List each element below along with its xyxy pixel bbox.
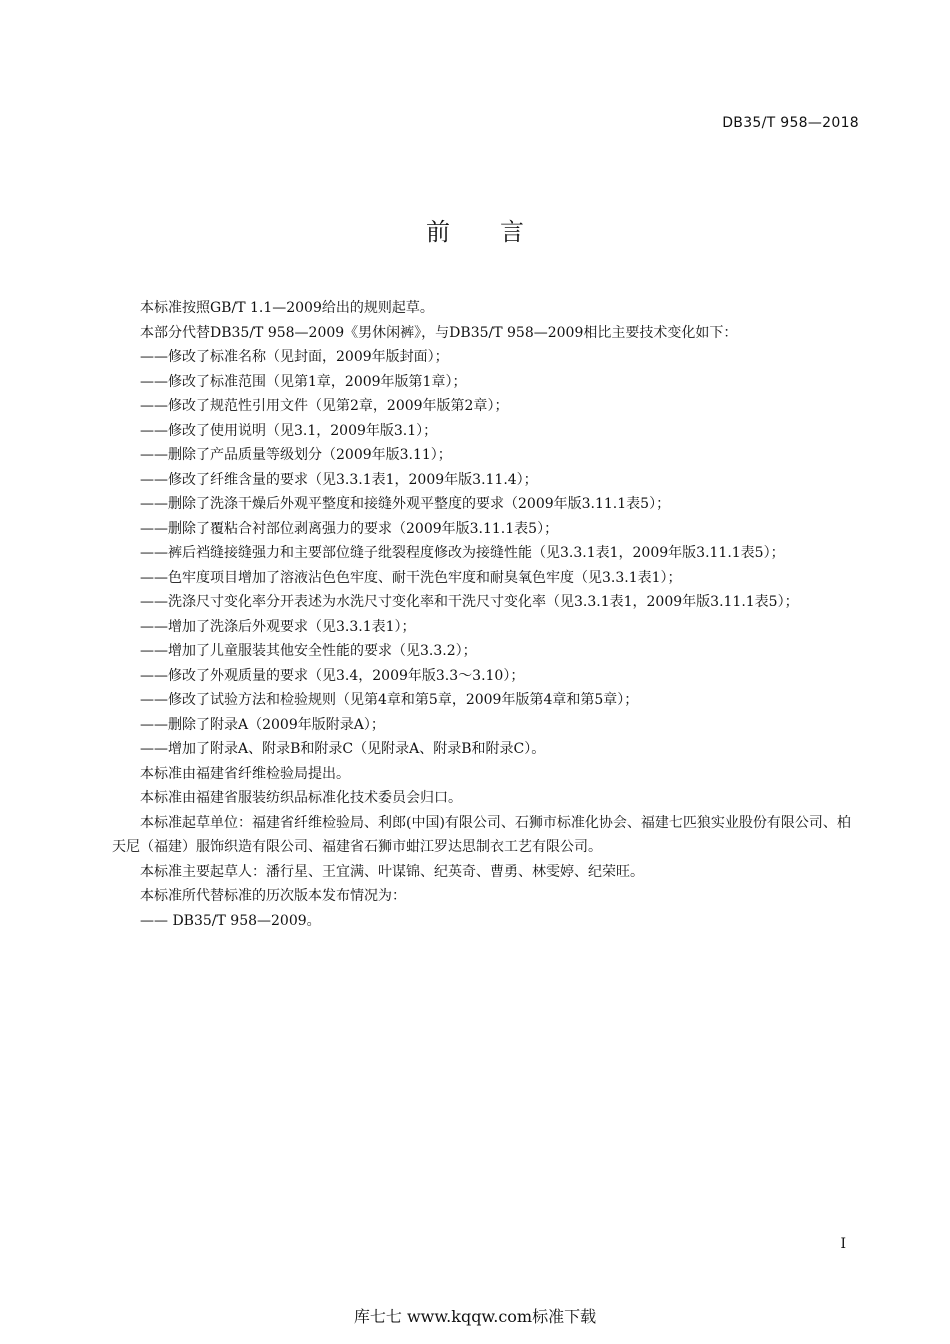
change-item: ——删除了洗涤干燥后外观平整度和接缝外观平整度的要求（2009年版3.11.1表5）； [140, 496, 671, 512]
change-item: ——增加了儿童服装其他安全性能的要求（见3.3.2）； [140, 643, 477, 659]
change-item: ——修改了纤维含量的要求（见3.3.1表1，2009年版3.11.4）； [140, 471, 538, 488]
paragraph: 本标准起草单位：福建省纤维检验局、利郎(中国)有限公司、石狮市标准化协会、福建七匹狼实业股份有限公司、柏天尼（福建）服饰织造有限公司、福建省石狮市蚶江罗达思制衣工艺有限公司。 [112, 814, 851, 855]
paragraph: 本标准由福建省服装纺织品标准化技术委员会归口。 [140, 790, 462, 806]
page-title: 前言 [426, 218, 574, 246]
change-item: ——删除了产品质量等级划分（2009年版3.11）； [140, 447, 452, 463]
change-item: ——修改了外观质量的要求（见3.4，2009年版3.3～3.10）； [140, 667, 525, 684]
change-item: ——删除了附录A（2009年版附录A）； [140, 716, 385, 733]
history-item: —— DB35/T 958—2009。 [140, 912, 321, 929]
footer-watermark: 库七七 www.kqqw.com标准下载 [353, 1307, 597, 1326]
change-item: ——修改了使用说明（见3.1，2009年版3.1）； [140, 422, 438, 439]
page-number: I [840, 1236, 846, 1252]
change-item: ——色牢度项目增加了溶液沾色色牢度、耐干洗色牢度和耐臭氧色牢度（见3.3.1表1）； [140, 569, 682, 586]
foreword-body [112, 296, 860, 933]
change-item: ——删除了覆粘合衬部位剥离强力的要求（2009年版3.11.1表5）； [140, 520, 559, 537]
paragraph: 本部分代替DB35/T 958—2009《男休闲裤》，与DB35/T 958—2009相比主要技术变化如下： [140, 324, 738, 341]
paragraph: 本标准主要起草人：潘行星、王宜满、叶谋锦、纪英奇、曹勇、林雯婷、纪荣旺。 [140, 863, 644, 880]
change-item: ——裤后裆缝接缝强力和主要部位缝子纰裂程度修改为接缝性能（见3.3.1表1，2009年版3.11.1表5）； [140, 545, 785, 561]
change-item: ——增加了洗涤后外观要求（见3.3.1表1）； [140, 618, 416, 635]
change-item: ——修改了标准范围（见第1章，2009年版第1章）； [140, 373, 467, 390]
standard-code: DB35/T 958—2018 [722, 115, 859, 131]
paragraph: 本标准由福建省纤维检验局提出。 [140, 765, 350, 782]
change-item: ——洗涤尺寸变化率分开表述为水洗尺寸变化率和干洗尺寸变化率（见3.3.1表1，2009年版3.11.1表5）； [140, 594, 799, 610]
change-item: ——修改了标准名称（见封面，2009年版封面）； [140, 349, 449, 365]
paragraph: 本标准按照GB/T 1.1—2009给出的规则起草。 [140, 300, 434, 316]
paragraph: 本标准所代替标准的历次版本发布情况为： [140, 888, 406, 904]
change-item: ——修改了试验方法和检验规则（见第4章和第5章，2009年版第4章和第5章）； [140, 692, 639, 708]
change-item: ——增加了附录A、附录B和附录C（见附录A、附录B和附录C）。 [140, 741, 546, 757]
change-item: ——修改了规范性引用文件（见第2章，2009年版第2章）； [140, 398, 509, 414]
